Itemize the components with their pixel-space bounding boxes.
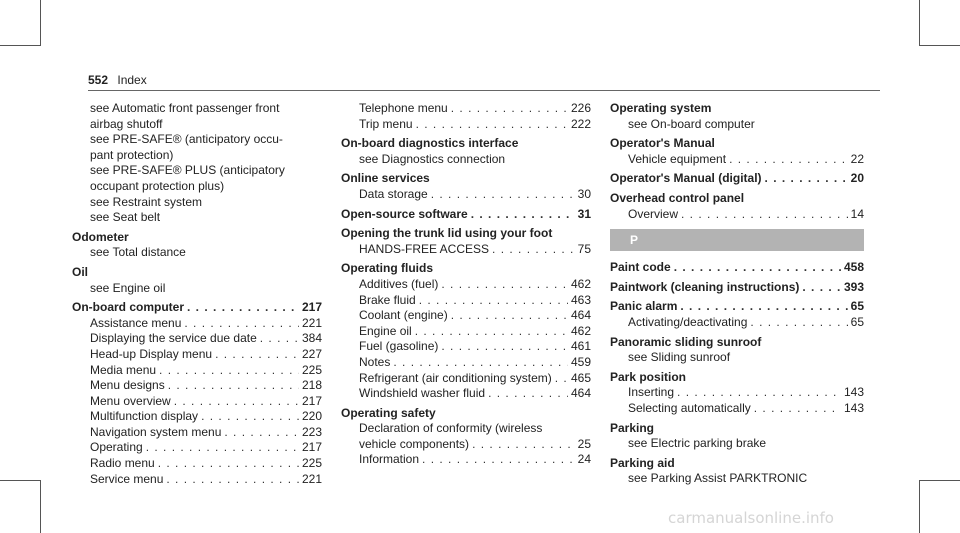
page-reference[interactable]: 464 — [570, 386, 591, 401]
page-reference[interactable]: 75 — [577, 241, 591, 256]
watermark: carmanualsonline.info — [668, 509, 834, 527]
entry-text: Multifunction display — [90, 409, 199, 424]
dot-leader — [166, 472, 299, 488]
dot-leader — [471, 207, 575, 223]
index-subentry — [72, 394, 322, 410]
entry-text: Windshield washer fluid — [359, 386, 486, 401]
page-reference[interactable]: 25 — [577, 436, 591, 451]
crop-mark — [0, 45, 40, 46]
letter-section-header: P — [610, 229, 864, 251]
entry-text: Engine oil — [359, 323, 412, 338]
index-subentry — [341, 339, 591, 355]
index-subentry: airbag shutoff — [90, 116, 163, 131]
page-reference[interactable]: 22 — [850, 151, 864, 166]
dot-leader — [158, 456, 299, 472]
entry-text: Data storage — [359, 186, 428, 201]
entry-text: Telephone menu — [359, 101, 448, 115]
index-heading: Operating safety — [341, 405, 436, 420]
page-reference[interactable]: 393 — [843, 279, 864, 294]
crop-mark — [919, 0, 920, 46]
index-subentry: see PRE‑SAFE® (anticipatory occu‑ — [90, 132, 283, 147]
crop-mark — [40, 0, 41, 46]
entry-text: Head‑up Display menu — [90, 346, 213, 361]
index-subentry: see Parking Assist PARKTRONIC — [628, 471, 808, 486]
page-reference[interactable]: 20 — [850, 171, 864, 186]
page-reference[interactable]: 461 — [570, 339, 591, 354]
index-heading: Parking aid — [610, 455, 675, 470]
entry-text: Paint code — [610, 260, 671, 275]
dot-leader — [451, 308, 568, 324]
page-reference[interactable]: 226 — [570, 101, 591, 115]
page-reference[interactable]: 458 — [843, 260, 864, 275]
index-subentry: see On‑board computer — [628, 116, 755, 131]
crop-mark — [40, 480, 41, 533]
entry-text: Trip menu — [359, 116, 413, 131]
index-subentry — [341, 242, 591, 258]
dot-leader — [174, 394, 299, 410]
entry-text: Vehicle equipment — [628, 151, 727, 166]
page-number: 552 — [88, 73, 109, 87]
index-subentry: see Seat belt — [90, 210, 161, 225]
dot-leader — [146, 440, 299, 456]
page-reference[interactable]: 221 — [301, 315, 322, 330]
entry-text: Assistance menu — [90, 315, 182, 330]
index-subentry — [341, 371, 591, 387]
index-heading: Oil — [72, 264, 89, 279]
index-subentry: see Total distance — [90, 245, 186, 260]
dot-leader — [187, 300, 299, 316]
dot-leader — [680, 299, 847, 315]
dot-leader — [441, 277, 568, 293]
page-reference[interactable]: 462 — [570, 276, 591, 291]
index-subentry — [341, 324, 591, 340]
page-reference[interactable]: 218 — [301, 378, 322, 393]
entry-text: Overview — [628, 206, 679, 221]
entry-text: Displaying the service due date — [90, 331, 257, 346]
index-heading: Online services — [341, 171, 430, 186]
index-subentry — [341, 452, 591, 468]
page-reference[interactable]: 217 — [301, 300, 322, 315]
page-reference[interactable]: 143 — [843, 400, 864, 415]
crop-mark — [920, 480, 960, 481]
index-subentry — [610, 401, 864, 417]
page-reference[interactable]: 217 — [301, 440, 322, 455]
dot-leader — [419, 293, 568, 309]
page-reference[interactable]: 222 — [570, 116, 591, 131]
index-subentry — [72, 316, 322, 332]
index-subentry: Declaration of conformity (wireless — [359, 421, 543, 436]
index-subentry — [72, 331, 322, 347]
dot-leader — [415, 324, 568, 340]
dot-leader — [422, 452, 575, 468]
dot-leader — [765, 171, 848, 187]
entry-text: Paintwork (cleaning instructions) — [610, 279, 800, 294]
index-subentry — [341, 386, 591, 402]
index-heading — [610, 260, 864, 276]
entry-text: Operating — [90, 440, 143, 455]
entry-text: Inserting — [628, 385, 675, 400]
index-subentry — [341, 187, 591, 203]
index-heading — [72, 300, 322, 316]
index-heading: Panoramic sliding sunroof — [610, 334, 762, 349]
index-heading: Operating system — [610, 101, 712, 115]
entry-text: Service menu — [90, 471, 164, 486]
dot-leader — [451, 101, 568, 117]
page-reference[interactable]: 462 — [570, 323, 591, 338]
dot-leader — [754, 401, 841, 417]
page-reference[interactable]: 30 — [577, 186, 591, 201]
dot-leader — [260, 331, 299, 347]
entry-text: Refrigerant (air conditioning system) — [359, 370, 552, 385]
dot-leader — [441, 339, 568, 355]
index-subentry — [341, 355, 591, 371]
entry-text: Panic alarm — [610, 299, 678, 314]
page-reference[interactable]: 225 — [301, 456, 322, 471]
index-subentry — [72, 347, 322, 363]
index-subentry: see PRE‑SAFE® PLUS (anticipatory — [90, 163, 285, 178]
index-column-1 — [72, 101, 322, 487]
page-reference[interactable]: 65 — [850, 314, 864, 329]
index-subentry: see Restraint system — [90, 194, 203, 209]
index-heading: Parking — [610, 420, 655, 435]
page-reference[interactable]: 14 — [850, 206, 864, 221]
entry-text: On‑board computer — [72, 300, 185, 315]
index-heading: On‑board diagnostics interface — [341, 136, 519, 151]
dot-leader — [416, 117, 568, 133]
header-divider — [88, 90, 880, 91]
entry-text: Menu designs — [90, 378, 165, 393]
dot-leader — [168, 378, 299, 394]
index-subentry — [341, 117, 591, 133]
index-heading — [610, 280, 864, 296]
page-reference[interactable]: 223 — [301, 424, 322, 439]
index-subentry — [72, 425, 322, 441]
dot-leader — [215, 347, 299, 363]
dot-leader — [472, 437, 575, 453]
dot-leader — [431, 187, 575, 203]
page-reference[interactable]: 217 — [301, 393, 322, 408]
page-reference[interactable]: 384 — [301, 331, 322, 346]
entry-text: vehicle components) — [359, 436, 470, 451]
page-reference[interactable]: 24 — [577, 452, 591, 467]
entry-text: Selecting automatically — [628, 400, 751, 415]
entry-text: Brake fluid — [359, 292, 416, 307]
dot-leader — [729, 152, 848, 168]
index-column-3 — [610, 101, 864, 487]
entry-text: Activating/deactivating — [628, 314, 748, 329]
crop-mark — [920, 45, 960, 46]
index-subentry — [341, 308, 591, 324]
index-heading: Overhead control panel — [610, 190, 745, 205]
index-heading — [610, 171, 864, 187]
dot-leader — [677, 385, 841, 401]
index-subentry: see Engine oil — [90, 280, 166, 295]
page-reference[interactable]: 464 — [570, 308, 591, 323]
entry-text: Navigation system menu — [90, 424, 222, 439]
crop-mark — [919, 480, 920, 533]
index-subentry — [72, 472, 322, 488]
dot-leader — [681, 207, 848, 223]
index-subentry: see Electric parking brake — [628, 436, 767, 451]
page-reference[interactable]: 227 — [301, 346, 322, 361]
index-subentry: pant protection) — [90, 147, 174, 162]
index-subentry: occupant protection plus) — [90, 178, 225, 193]
dot-leader — [674, 260, 841, 276]
index-subentry — [610, 385, 864, 401]
index-column-2 — [341, 101, 591, 468]
dot-leader — [555, 371, 568, 387]
dot-leader — [184, 316, 299, 332]
entry-text: Radio menu — [90, 456, 155, 471]
crop-mark — [0, 480, 40, 481]
dot-leader — [159, 363, 299, 379]
index-subentry — [72, 363, 322, 379]
section-title: Index — [117, 73, 147, 87]
entry-text: Media menu — [90, 362, 157, 377]
index-subentry — [72, 409, 322, 425]
page-reference[interactable]: 459 — [570, 354, 591, 369]
entry-text: Open‑source software — [341, 206, 468, 221]
page-reference[interactable]: 31 — [577, 206, 591, 221]
index-subentry — [341, 101, 591, 117]
page-reference[interactable]: 220 — [301, 409, 322, 424]
dot-leader — [488, 386, 568, 402]
page-reference[interactable]: 221 — [301, 471, 322, 486]
index-subentry — [610, 315, 864, 331]
index-heading: Operator's Manual — [610, 136, 715, 151]
index-subentry — [610, 152, 864, 168]
dot-leader — [492, 242, 575, 258]
index-subentry — [72, 440, 322, 456]
entry-text: Additives (fuel) — [359, 276, 439, 291]
index-subentry — [72, 456, 322, 472]
entry-text: Coolant (engine) — [359, 308, 448, 323]
index-subentry: see Diagnostics connection — [359, 151, 506, 166]
index-subentry — [610, 207, 864, 223]
index-heading: Operating fluids — [341, 261, 434, 276]
dot-leader — [393, 355, 568, 371]
entry-text: Notes — [359, 354, 391, 369]
dot-leader — [802, 280, 841, 296]
entry-text: HANDS‑FREE ACCESS — [359, 241, 490, 256]
entry-text: Menu overview — [90, 393, 171, 408]
index-heading — [610, 299, 864, 315]
dot-leader — [224, 425, 299, 441]
index-subentry — [341, 437, 591, 453]
page-reference[interactable]: 65 — [850, 299, 864, 314]
index-heading: Opening the trunk lid using your foot — [341, 226, 553, 241]
index-heading: Odometer — [72, 229, 129, 244]
index-subentry: see Sliding sunroof — [628, 350, 731, 365]
dot-leader — [750, 315, 847, 331]
page-header — [88, 73, 147, 87]
dot-leader — [201, 409, 299, 425]
entry-text: Information — [359, 452, 420, 467]
index-heading — [341, 207, 591, 223]
index-subentry: see Automatic front passenger front — [90, 101, 280, 115]
page-reference[interactable]: 225 — [301, 362, 322, 377]
entry-text: Fuel (gasoline) — [359, 339, 439, 354]
index-subentry — [72, 378, 322, 394]
page-reference[interactable]: 143 — [843, 385, 864, 400]
entry-text: Operator's Manual (digital) — [610, 171, 762, 186]
page-reference[interactable]: 463 — [570, 292, 591, 307]
page-reference[interactable]: 465 — [570, 370, 591, 385]
index-heading: Park position — [610, 369, 687, 384]
index-subentry — [341, 277, 591, 293]
index-subentry — [341, 293, 591, 309]
